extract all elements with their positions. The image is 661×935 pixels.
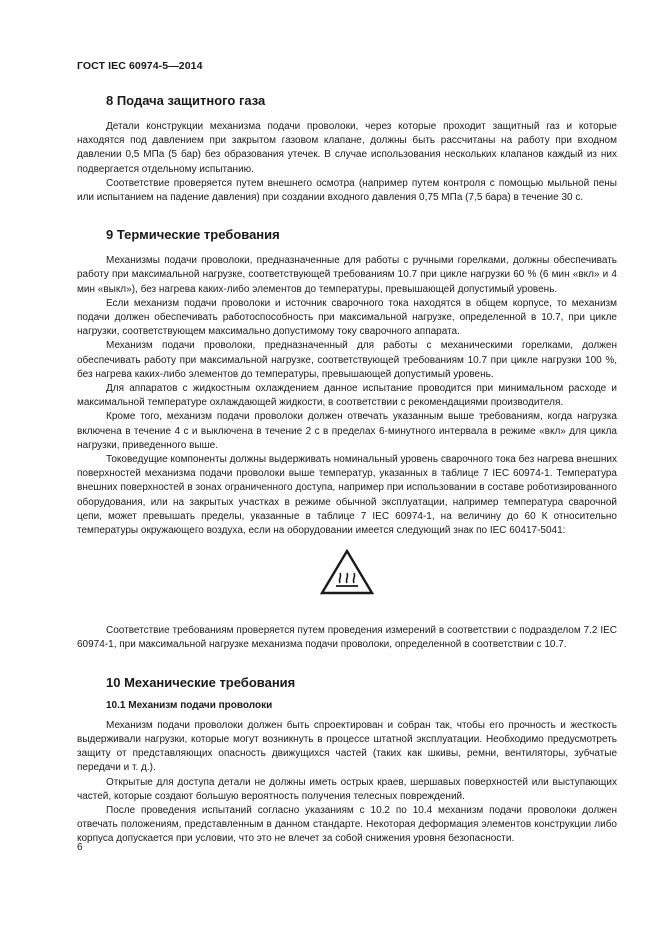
document-header: ГОСТ IEC 60974-5—2014	[77, 60, 203, 72]
section-9-title: 9 Термические требования	[106, 227, 280, 243]
section-10-title: 10 Механические требования	[106, 674, 296, 690]
section-9-paragraph-5: Кроме того, механизм подачи проволоки должен отвечать указанным выше требованиям, когда нагрузка включена в течение 4 с и выключена в течение 2 с в пределах 6-минутного интервала в режиме «вкл» для цикла нагрузки, приведенного выше.	[77, 411, 617, 451]
section-9-paragraph-4: Для аппаратов с жидкостным охлаждением данное испытание проводится при минимальном расходе и максимальной температуре охлаждающей жидкости, в соответствии с рекомендациями производителя.	[77, 383, 617, 409]
hot-surface-sign-area	[77, 538, 617, 624]
subsection-10-1-title: 10.1 Механизм подачи проволоки	[106, 699, 273, 711]
page-number: 6	[77, 842, 83, 853]
section-10-paragraph-3: После проведения испытаний согласно указаниям с 10.2 по 10.4 механизм подачи проволоки должен отвечать положениям, представленным в данном стандарте. Некоторая деформация элементов конструкции либо корпуса допускается при условии, что это не влечет за собой снижения уровня безопасности.	[77, 804, 617, 845]
section-9-paragraph-1: Механизмы подачи проволоки, предназначенные для работы с ручными горелками, должны обеспечивать работу при максимальной нагрузке, соответствующей требованиям 10.7 при цикле нагрузки 60 % (6 мин «вкл» и 4 мин «выкл»), без нагрева каких-либо элементов до температуры, превышающей допустимый уровень.	[77, 255, 617, 295]
section-8-title: 8 Подача защитного газа	[106, 93, 266, 108]
hot-surface-warning-icon	[320, 549, 374, 595]
section-9-paragraph-7: Соответствие требованиям проверяется путем проведения измерений в соответствии с подразделом 7.2 IEC 60974-1, при максимальной нагрузке механизма подачи проволоки, определенной в соответствии с 10.7.	[77, 625, 617, 651]
page-content	[77, 88, 617, 847]
section-10-paragraph-2: Открытые для доступа детали не должны иметь острых краев, шершавых поверхностей или выступающих частей, которые создают большую вероятность получения телесных повреждений.	[77, 776, 617, 802]
section-10-paragraph-1: Механизм подачи проволоки должен быть спроектирован и собран так, чтобы его прочность и жесткость выдерживали нагрузки, которые могут возникнуть в процессе штатной эксплуатации. Необходимо предусмотреть защиту от представляющих опасность движущихся частей (таких как шкивы, ремни, вентиляторы, зубчатые передачи и т. д.).	[77, 719, 617, 774]
section-9-paragraph-6: Токоведущие компоненты должны выдерживать номинальный уровень сварочного тока без нагрева внешних поверхностей механизма подачи проволоки выше температур, указанных в таблице 7 IEC 60974-1. Температура внешних поверхностей в зонах ограниченного доступа, например при использовании в составе роботизированного оборудования, или на закрытых участках в режиме обычной эксплуатации, например температура сварочной цепи, может превышать пределы, указанные в таблице 7 IEC 60974-1, на величину до 60 К относительно температуры окружающего воздуха, если на оборудовании имеется следующий знак по IEC 60417-5041:	[77, 454, 617, 537]
section-8-paragraph-2: Соответствие проверяется путем внешнего осмотра (например путем контроля с помощью мыльной пены или испытанием на падение давления) при создании входного давления 0,75 МПа (7,5 бара) в течение 30 с.	[77, 177, 617, 204]
section-9-paragraph-3: Механизм подачи проволоки, предназначенный для работы с механическими горелками, должен обеспечивать работу при максимальной нагрузке, соответствующей требованиям 10.7 при цикле нагрузки 100 %, без нагрева каких-либо элементов до температуры, превышающей допустимый уровень.	[77, 340, 617, 380]
section-8-paragraph-1: Детали конструкции механизма подачи проволоки, через которые проходит защитный газ и которые находятся под давлением при закрытом газовом клапане, должны быть рассчитаны на работу при входном давлении 0,5 МПа (5 бар) без образования утечек. В случае использования нескольких клапанов каждый из них подвергается отдельному испытанию.	[77, 121, 617, 175]
section-9-paragraph-2: Если механизм подачи проволоки и источник сварочного тока находятся в общем корпусе, то механизм подачи должен обеспечивать работоспособность при максимальной нагрузке, определенной в 10.7, при цикле нагрузки, соответствующем максимально допустимому току сварочного аппарата.	[77, 297, 617, 338]
